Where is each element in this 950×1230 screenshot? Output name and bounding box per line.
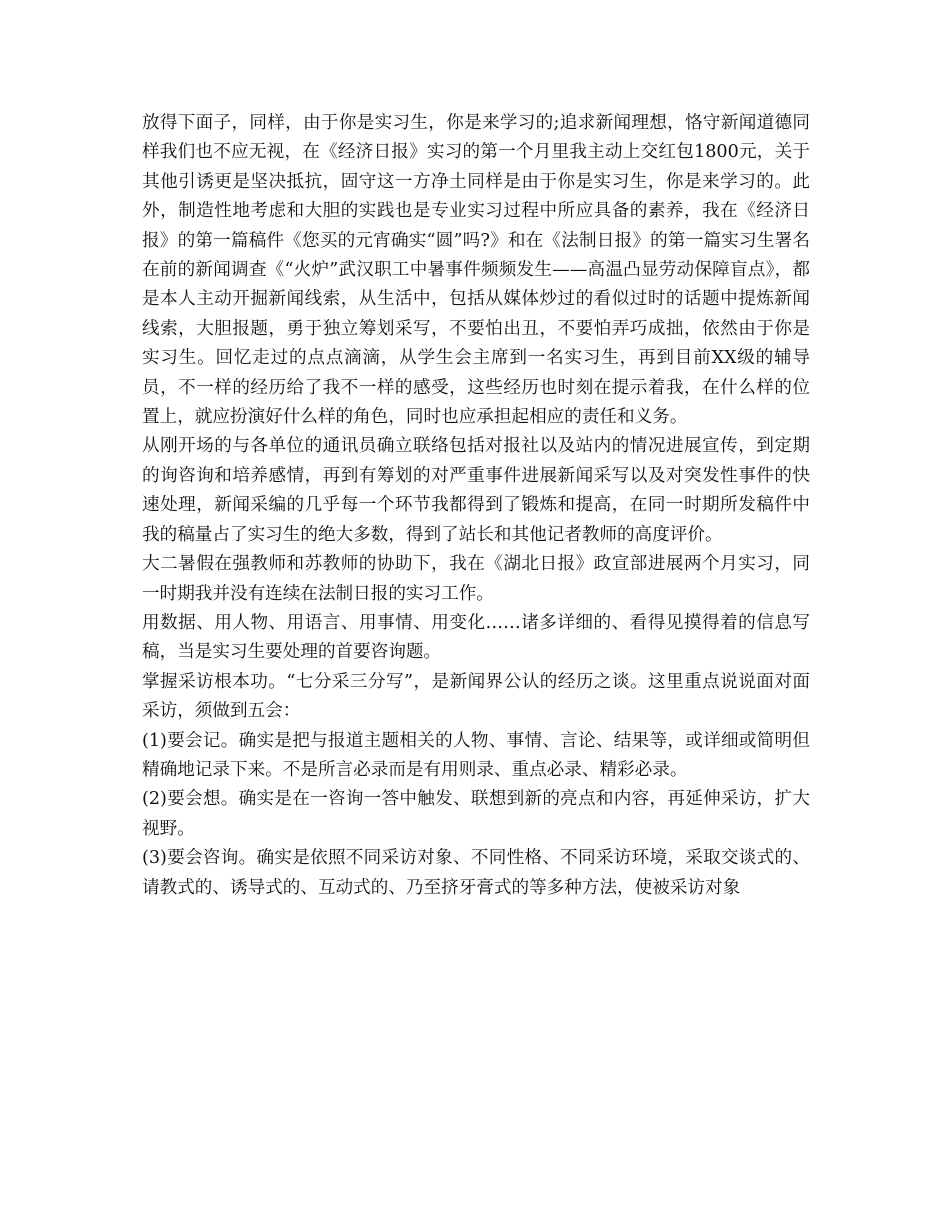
paragraph-skill-record: (1)要会记。确实是把与报道主题相关的人物、事情、言论、结果等，或详细或简明但精确地记录下来。不是所言必录而是有用则录、重点必录、精彩必录。 xyxy=(142,730,810,780)
paragraph-skill-ask: (3)要会咨询。确实是依照不同采访对象、不同性格、不同采访环境，采取交谈式的、请教式的、诱导式的、互动式的、乃至挤牙膏式的等多种方法，使被采访对象 xyxy=(142,848,810,898)
paragraph-correspondent-work: 从刚开场的与各单位的通讯员确立联络包括对报社以及站内的情况进展宣传，到定期的询咨询和培养感情，再到有筹划的对严重事件进展新闻采写以及对突发性事件的快速处理，新闻采编的几乎每一个环节我都得到了锻炼和提高，在同一时期所发稿件中我的稿量占了实习生的绝大多数，得到了站长和其他记者教师的高度评价。 xyxy=(142,436,810,545)
document-page xyxy=(142,109,810,903)
paragraph-writing-with-data: 用数据、用人物、用语言、用事情、用变化……诸多详细的、看得见摸得着的信息写稿，当是实习生要处理的首要咨询题。 xyxy=(142,612,810,663)
paragraph-interview-skills: 掌握采访根本功。“七分采三分写”，是新闻界公认的经历之谈。这里重点说说面对面采访，须做到五会： xyxy=(142,671,810,722)
paragraph-skill-think: (2)要会想。确实是在一咨询一答中触发、联想到新的亮点和内容，再延伸采访，扩大视野。 xyxy=(142,789,810,839)
paragraph-internship-reflection: 放得下面子，同样，由于你是实习生，你是来学习的;追求新闻理想，恪守新闻道德同样我们也不应无视，在《经济日报》实习的第一个月里我主动上交红包1800元，关于其他引诱更是坚决抵抗，固守这一方净土同样是由于你是实习生，你是来学习的。此外，制造性地考虑和大胆的实践也是专业实习过程中所应具备的素养，我在《经济日报》的第一篇稿件《您买的元宵确实“圆”吗?》和在《法制日报》的第一篇实习生署名在前的新闻调查《“火炉”武汉职工中暑事件频频发生——高温凸显劳动保障盲点》，都是本人主动开掘新闻线索，从生活中，包括从媒体炒过的看似过时的话题中提炼新闻线索，大胆报题，勇于独立筹划采写，不要怕出丑，不要怕弄巧成拙，依然由于你是实习生。回忆走过的点点滴滴，从学生会主席到一名实习生，再到目前XX级的辅导员，不一样的经历给了我不一样的感受，这些经历也时刻在提示着我，在什么样的位置上，就应扮演好什么样的角色，同时也应承担起相应的责任和义务。 xyxy=(142,113,810,428)
paragraph-summer-internship: 大二暑假在强教师和苏教师的协助下，我在《湖北日报》政宣部进展两个月实习，同一时期我并没有连续在法制日报的实习工作。 xyxy=(142,554,810,604)
